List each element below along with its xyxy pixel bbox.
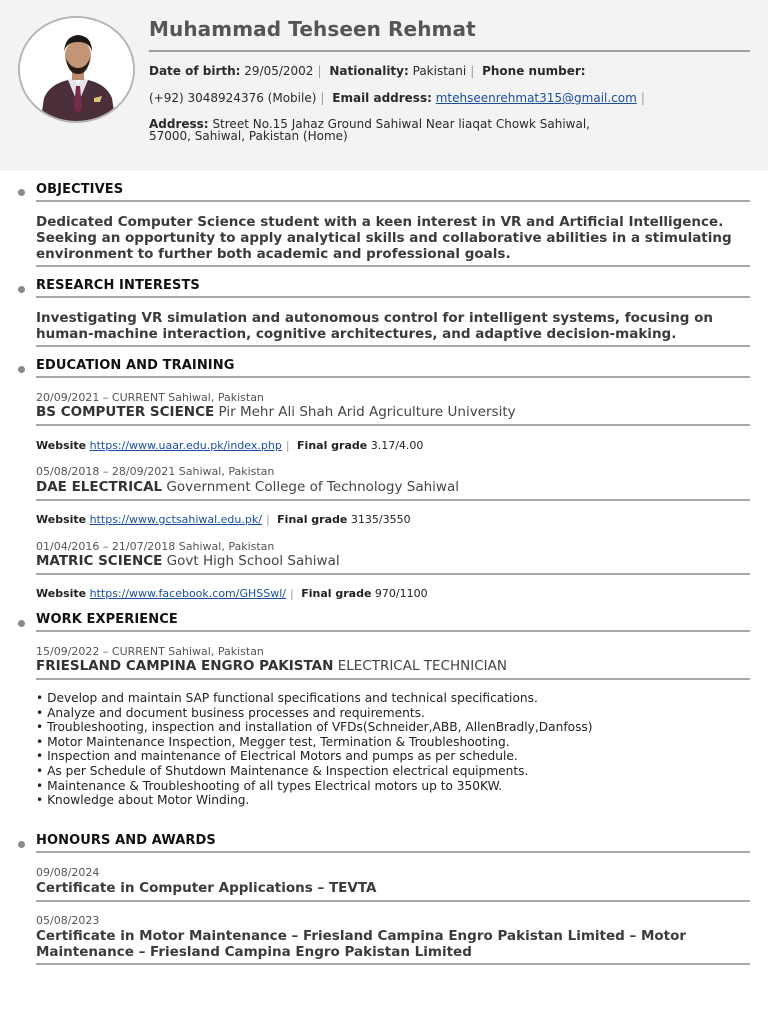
education-meta	[36, 587, 428, 600]
address-line-1: Street No.15 Jahaz Ground Sahiwal Near liaqat Chowk Sahiwal,	[212, 117, 590, 131]
section-bullet	[18, 286, 25, 293]
award-title: Certificate in Motor Maintenance – Friesland Campina Engro Pakistan Limited – Motor Maintenance – Friesland Campina Engro Pakistan Limited	[36, 928, 687, 960]
duty-item: • Knowledge about Motor Winding.	[36, 793, 250, 808]
nationality-value: Pakistani	[412, 64, 467, 78]
award-title: Certificate in Computer Applications – TEVTA	[36, 880, 377, 896]
objectives-text: Dedicated Computer Science student with a keen interest in VR and Artificial Intelligence. Seeking an opportunity to apply analytical skills and collaborative abilities in a stimulating environment to further both academic and professional goals.	[36, 214, 732, 262]
separator: |	[265, 513, 270, 526]
entry-divider	[36, 963, 750, 965]
grade-value: 3135/3550	[350, 513, 411, 526]
education-degree	[36, 553, 340, 569]
grade-value: 3.17/4.00	[370, 439, 424, 452]
phone-label: Phone number:	[482, 64, 586, 78]
website-link[interactable]: https://www.facebook.com/GHSSwl/	[89, 587, 286, 600]
institution-name: Pir Mehr Ali Shah Arid Agriculture University	[218, 404, 516, 420]
education-meta	[36, 513, 411, 526]
duty-item: • As per Schedule of Shutdown Maintenance & Inspection electrical equipments.	[36, 763, 529, 778]
degree-name: DAE ELECTRICAL	[36, 479, 163, 495]
phone-value: (+92) 3048924376 (Mobile)	[149, 91, 317, 105]
award-date: 09/08/2024	[36, 866, 100, 879]
entry-divider	[36, 424, 750, 426]
work-duties-list	[36, 691, 593, 808]
nationality-label: Nationality:	[329, 64, 409, 78]
grade-label: Final grade	[297, 439, 368, 452]
grade-label: Final grade	[277, 513, 348, 526]
separator: |	[290, 587, 294, 600]
dob-label: Date of birth:	[149, 64, 241, 78]
section-divider	[36, 376, 750, 378]
duty-item: • Maintenance & Troubleshooting of all types Electrical motors up to 350KW.	[36, 778, 503, 793]
website-label: Website	[36, 513, 87, 526]
award-date: 05/08/2023	[36, 914, 100, 927]
email-label: Email address:	[332, 91, 432, 105]
website-link[interactable]: https://www.uaar.edu.pk/index.php	[89, 439, 282, 452]
entry-divider	[36, 900, 750, 902]
work-dates: 15/09/2022 – CURRENT Sahiwal, Pakistan	[36, 645, 264, 658]
grade-label: Final grade	[301, 587, 372, 600]
entry-divider	[36, 678, 750, 680]
personal-info-line-2	[149, 91, 649, 105]
entry-divider	[36, 573, 750, 575]
section-divider	[36, 345, 750, 347]
education-dates: 20/09/2021 – CURRENT Sahiwal, Pakistan	[36, 391, 264, 404]
person-avatar-icon	[20, 18, 135, 123]
education-heading: EDUCATION AND TRAINING	[36, 358, 235, 373]
address-block	[149, 118, 590, 142]
work-heading: WORK EXPERIENCE	[36, 612, 178, 627]
honours-heading: HONOURS AND AWARDS	[36, 833, 216, 848]
grade-value: 970/1100	[374, 587, 428, 600]
duty-item: • Troubleshooting, inspection and installation of VFDs(Schneider,ABB, AllenBradly,Danfoss)	[36, 720, 593, 735]
separator: |	[317, 64, 322, 78]
address-label: Address:	[149, 117, 209, 131]
section-divider	[36, 200, 750, 202]
objectives-heading: OBJECTIVES	[36, 182, 124, 197]
section-bullet	[18, 620, 25, 627]
education-degree	[36, 479, 459, 495]
institution-name: Government College of Technology Sahiwal	[166, 479, 459, 495]
section-bullet	[18, 841, 25, 848]
website-label: Website	[36, 587, 87, 600]
research-heading: RESEARCH INTERESTS	[36, 278, 200, 293]
section-bullet	[18, 189, 25, 196]
section-bullet	[18, 366, 25, 373]
separator: |	[470, 64, 475, 78]
candidate-name: Muhammad Tehseen Rehmat	[149, 17, 476, 41]
institution-name: Govt High School Sahiwal	[166, 553, 340, 569]
company-name: FRIESLAND CAMPINA ENGRO PAKISTAN	[36, 658, 334, 674]
email-link[interactable]: mtehseenrehmat315@gmail.com	[435, 91, 637, 105]
profile-photo	[18, 16, 135, 123]
job-role: ELECTRICAL TECHNICIAN	[337, 658, 507, 674]
duty-item: • Motor Maintenance Inspection, Megger test, Termination & Troubleshooting.	[36, 734, 510, 749]
section-divider	[36, 296, 750, 298]
name-divider	[149, 50, 750, 52]
personal-info-line-1	[149, 64, 586, 78]
website-label: Website	[36, 439, 87, 452]
website-link[interactable]: https://www.gctsahiwal.edu.pk/	[89, 513, 262, 526]
duty-item: • Inspection and maintenance of Electrical Motors and pumps as per schedule.	[36, 749, 518, 764]
education-dates: 05/08/2018 – 28/09/2021 Sahiwal, Pakistan	[36, 465, 275, 478]
education-dates: 01/04/2016 – 21/07/2018 Sahiwal, Pakistan	[36, 540, 275, 553]
education-meta	[36, 439, 423, 452]
entry-divider	[36, 499, 750, 501]
separator: |	[285, 439, 290, 452]
duty-item: • Develop and maintain SAP functional specifications and technical specifications.	[36, 691, 538, 705]
separator: |	[640, 91, 645, 105]
section-divider	[36, 265, 750, 267]
degree-name: BS COMPUTER SCIENCE	[36, 404, 215, 420]
research-text: Investigating VR simulation and autonomous control for intelligent systems, focusing on human-machine interaction, cognitive architectures, and adaptive decision-making.	[36, 310, 714, 342]
profile-header	[0, 0, 768, 171]
section-divider	[36, 630, 750, 632]
dob-value: 29/05/2002	[244, 64, 314, 78]
address-line-2: 57000, Sahiwal, Pakistan (Home)	[149, 129, 348, 143]
education-degree	[36, 404, 516, 420]
separator: |	[320, 91, 325, 105]
work-position	[36, 658, 507, 674]
degree-name: MATRIC SCIENCE	[36, 553, 163, 569]
section-divider	[36, 851, 750, 853]
duty-item: • Analyze and document business processes and requirements.	[36, 705, 425, 720]
